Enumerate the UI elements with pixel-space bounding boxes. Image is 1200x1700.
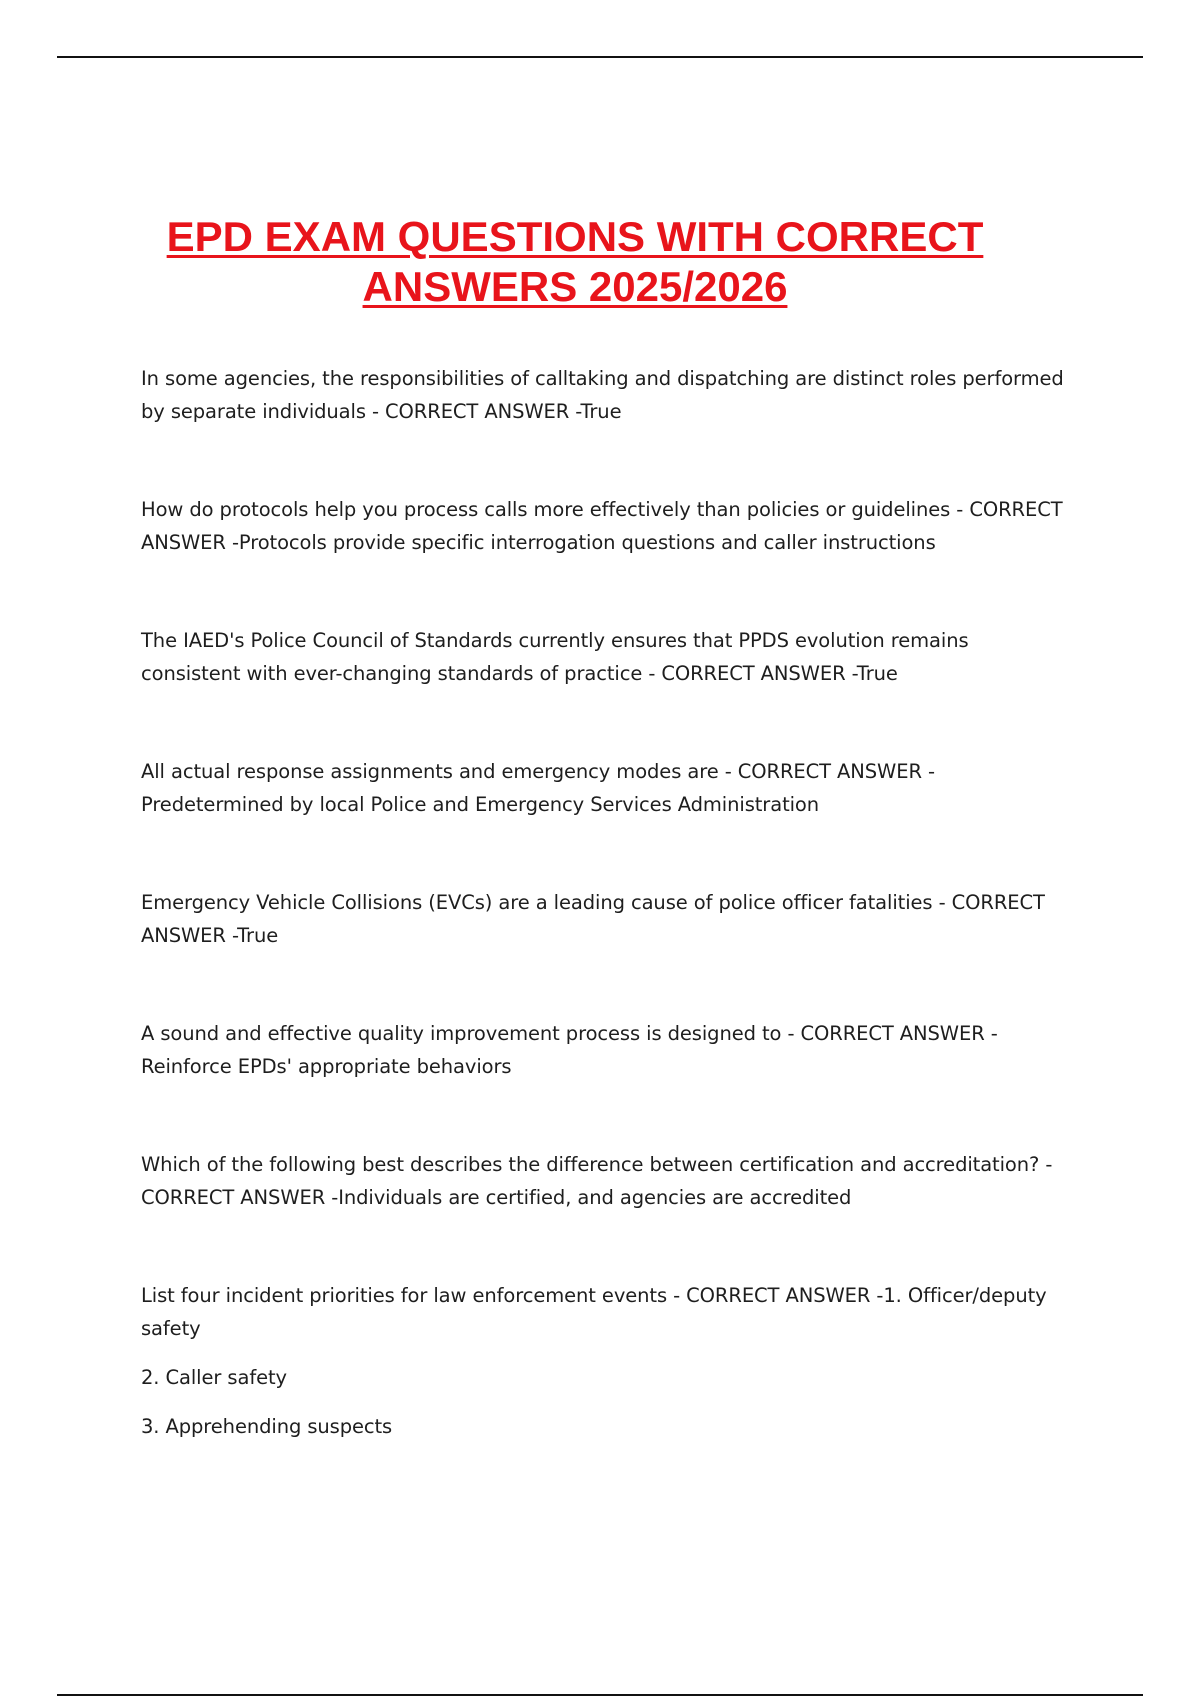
bottom-rule	[57, 1694, 1143, 1696]
top-rule	[57, 56, 1143, 58]
qa-item: Which of the following best describes the difference between certification and accreditation? - CORRECT ANSWER -Individuals are certified, and agencies are accredited	[141, 1153, 1053, 1209]
qa-item: In some agencies, the responsibilities of calltaking and dispatching are distinct roles performed by separate individuals - CORRECT ANSWER -True	[141, 367, 1064, 423]
qa-item-text: List four incident priorities for law enforcement events - CORRECT ANSWER -1. Officer/deputy safety	[141, 1284, 1047, 1340]
document-title	[0, 212, 1150, 312]
title-line-2: ANSWERS 2025/2026	[362, 263, 788, 310]
qa-item-continuation: 3. Apprehending suspects	[141, 1415, 393, 1438]
qa-item: A sound and effective quality improvement process is designed to - CORRECT ANSWER -Reinforce EPDs' appropriate behaviors	[141, 1022, 998, 1078]
qa-list	[141, 362, 1071, 1443]
qa-item: The IAED's Police Council of Standards currently ensures that PPDS evolution remains consistent with ever-changing standards of practice - CORRECT ANSWER -True	[141, 629, 969, 685]
qa-item: Emergency Vehicle Collisions (EVCs) are a leading cause of police officer fatalities - CORRECT ANSWER -True	[141, 891, 1045, 947]
qa-item-continuation: 2. Caller safety	[141, 1366, 287, 1389]
qa-item: How do protocols help you process calls more effectively than policies or guidelines - CORRECT ANSWER -Protocols provide specific interrogation questions and caller instructions	[141, 498, 1063, 554]
qa-item: All actual response assignments and emergency modes are - CORRECT ANSWER -Predetermined by local Police and Emergency Services Administration	[141, 760, 935, 816]
qa-item-multiline	[141, 1279, 1071, 1443]
title-line-1: EPD EXAM QUESTIONS WITH CORRECT	[166, 213, 984, 260]
